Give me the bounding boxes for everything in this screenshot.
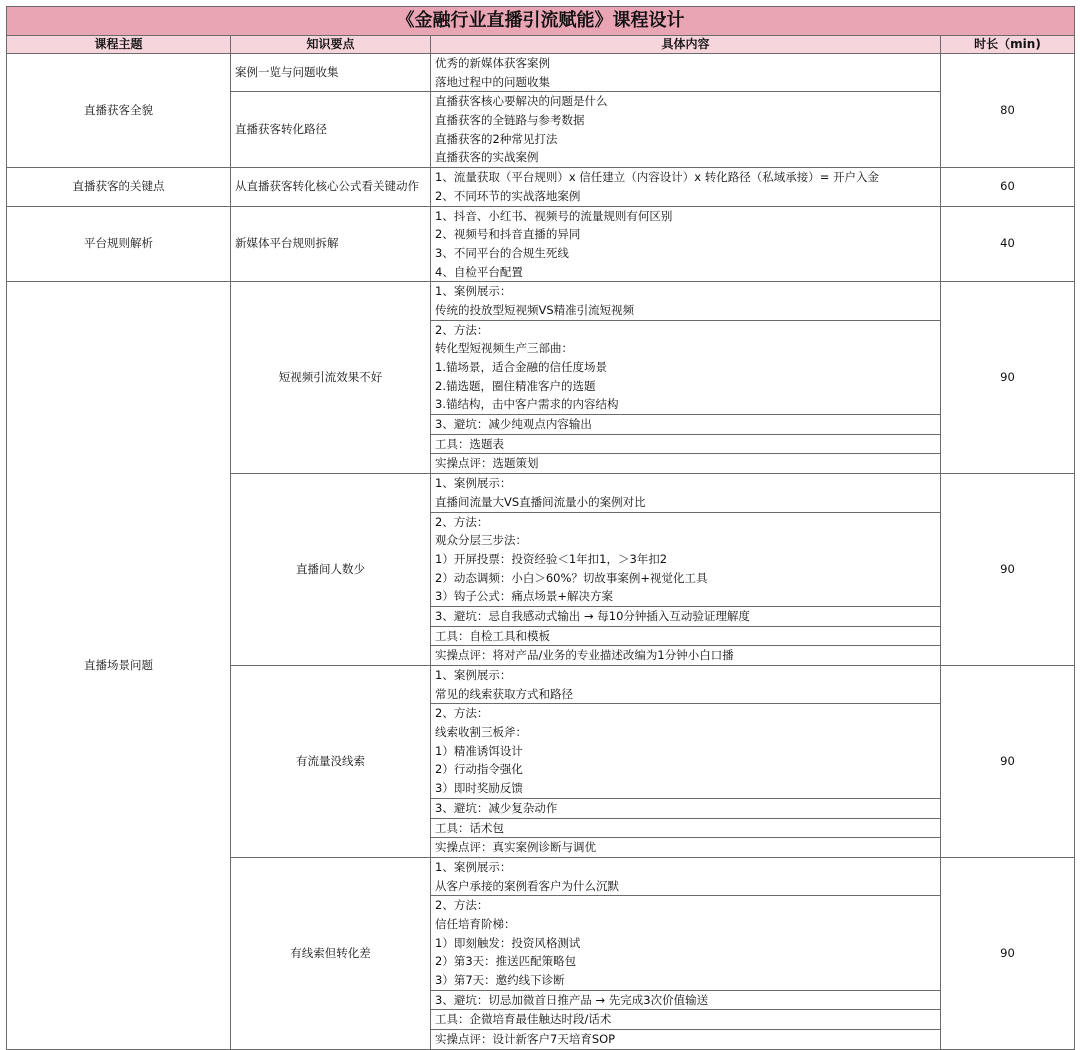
- content-block: [431, 895, 940, 989]
- table-row: [7, 168, 1075, 206]
- content-line: 从客户承接的案例看客户为什么沉默: [435, 878, 619, 893]
- content-line: 常见的线索获取方式和路径: [435, 686, 573, 701]
- knowledge-point: 案例一览与问题收集: [231, 54, 431, 92]
- content-line: 2、视频号和抖音直播的异同: [435, 227, 581, 242]
- content-line: 2）动态调频：小白＞60%？切故事案例+视觉化工具: [435, 570, 708, 585]
- content-line: 转化型短视频生产三部曲：: [435, 341, 573, 356]
- content-cell: [431, 92, 941, 168]
- content-line: 工具：话术包: [435, 820, 504, 835]
- content-block: [431, 54, 940, 91]
- content-cell: [431, 54, 941, 92]
- content-line: 1、案例展示：: [435, 859, 512, 874]
- content-line: 1.锚场景，适合金融的信任度场景: [435, 360, 607, 374]
- table-row: [7, 206, 1075, 282]
- content-block: [431, 858, 940, 895]
- content-line: 2、方法：: [435, 898, 489, 913]
- content-cell: [431, 282, 941, 474]
- duration-cell: 90: [941, 474, 1075, 666]
- duration-cell: 90: [941, 666, 1075, 858]
- content-line: 3、避坑：减少纯观点内容输出: [435, 417, 592, 432]
- content-line: 工具：选题表: [435, 436, 504, 451]
- knowledge-point: 有流量没线索: [231, 666, 431, 858]
- duration-cell: 40: [941, 206, 1075, 282]
- content-block: [431, 512, 940, 606]
- content-line: 优秀的新媒体获客案例: [435, 56, 550, 70]
- knowledge-point: 新媒体平台规则拆解: [231, 206, 431, 282]
- course-topic: 平台规则解析: [7, 206, 231, 282]
- content-line: 信任培育阶梯：: [435, 916, 516, 931]
- knowledge-point: 有线索但转化差: [231, 857, 431, 1049]
- content-line: 3、避坑：减少复杂动作: [435, 800, 558, 815]
- duration-cell: 90: [941, 857, 1075, 1049]
- knowledge-point: 短视频引流效果不好: [231, 282, 431, 474]
- content-line: 实操点评：设计新客户7天培育SOP: [435, 1032, 616, 1047]
- content-line: 1、案例展示：: [435, 668, 512, 682]
- content-line: 3、避坑：切忌加微首日推产品 → 先完成3次价值输送: [435, 992, 709, 1007]
- duration-cell: 80: [941, 54, 1075, 168]
- content-line: 直播获客的2种常见打法: [435, 131, 558, 146]
- content-cell: [431, 666, 941, 858]
- content-line: 3、不同平台的合规生死线: [435, 245, 569, 260]
- content-block: [431, 282, 940, 319]
- content-cell: [431, 857, 941, 1049]
- course-topic: 直播场景问题: [7, 282, 231, 1050]
- content-line: 实操点评：选题策划: [435, 456, 539, 471]
- duration-cell: 60: [941, 168, 1075, 206]
- content-cell: [431, 168, 941, 206]
- content-line: 3）钩子公式：痛点场景+解决方案: [435, 589, 613, 604]
- table-row: [7, 54, 1075, 92]
- content-line: 2.锚选题，圈住精准客户的选题: [435, 378, 596, 393]
- header-content: 具体内容: [431, 36, 941, 54]
- content-line: 直播获客的全链路与参考数据: [435, 113, 585, 128]
- content-block: [431, 207, 940, 282]
- content-line: 工具：自检工具和模板: [435, 628, 550, 643]
- content-line: 1）即刻触发：投资风格测试: [435, 935, 581, 950]
- table-title: 《金融行业直播引流赋能》课程设计: [7, 7, 1075, 36]
- content-line: 2、方法：: [435, 706, 489, 721]
- content-line: 2、方法：: [435, 514, 489, 529]
- content-block: [431, 990, 940, 1010]
- content-line: 1）精准诱饵设计: [435, 743, 523, 758]
- content-line: 实操点评：将对产品/业务的专业描述改编为1分钟小白口播: [435, 648, 734, 663]
- content-block: [431, 606, 940, 626]
- course-design-sheet: [6, 6, 1074, 1050]
- content-cell: [431, 474, 941, 666]
- content-line: 直播获客的实战案例: [435, 150, 539, 165]
- content-line: 2、方法：: [435, 322, 489, 337]
- content-line: 2、不同环节的实战落地案例: [435, 188, 581, 203]
- content-line: 1、案例展示：: [435, 476, 512, 491]
- content-block: [431, 798, 940, 818]
- content-block: [431, 666, 940, 703]
- content-block: [431, 92, 940, 167]
- content-line: 落地过程中的问题收集: [435, 74, 550, 89]
- content-line: 工具：企微培育最佳触达时段/话术: [435, 1012, 612, 1027]
- knowledge-point: 直播间人数少: [231, 474, 431, 666]
- header-topic: 课程主题: [7, 36, 231, 54]
- content-line: 传统的投放型短视频VS精准引流短视频: [435, 302, 635, 317]
- knowledge-point: 从直播获客转化核心公式看关键动作: [231, 168, 431, 206]
- content-block: [431, 453, 940, 473]
- duration-cell: 90: [941, 282, 1075, 474]
- header-duration: 时长（min): [941, 36, 1075, 54]
- content-block: [431, 1029, 940, 1049]
- content-cell: [431, 206, 941, 282]
- knowledge-point: 直播获客转化路径: [231, 92, 431, 168]
- content-block: [431, 474, 940, 511]
- content-line: 线索收割三板斧：: [435, 725, 527, 740]
- content-line: 3）即时奖励反馈: [435, 781, 523, 796]
- content-block: [431, 645, 940, 665]
- content-line: 3）第7天：邀约线下诊断: [435, 973, 565, 987]
- course-topic: 直播获客全貌: [7, 54, 231, 168]
- content-block: [431, 434, 940, 454]
- course-topic: 直播获客的关键点: [7, 168, 231, 206]
- content-block: [431, 703, 940, 797]
- content-line: 1）开屏投票：投资经验＜1年扣1，＞3年扣2: [435, 551, 668, 566]
- content-block: [431, 414, 940, 434]
- content-line: 直播间流量大VS直播间流量小的案例对比: [435, 494, 646, 509]
- content-block: [431, 837, 940, 857]
- content-line: 直播获客核心要解决的问题是什么: [435, 94, 608, 109]
- content-line: 1、流量获取（平台规则）x 信任建立（内容设计）x 转化路径（私域承接）= 开户入金: [435, 170, 880, 185]
- content-line: 观众分层三步法：: [435, 533, 527, 548]
- content-line: 1、抖音、小红书、视频号的流量规则有何区别: [435, 208, 673, 223]
- table-row: [7, 282, 1075, 474]
- content-line: 4、自检平台配置: [435, 264, 523, 279]
- content-block: [431, 168, 940, 205]
- content-line: 2）第3天：推送匹配策略包: [435, 954, 577, 969]
- content-block: [431, 818, 940, 838]
- content-line: 1、案例展示：: [435, 284, 512, 299]
- content-line: 实操点评：真实案例诊断与调优: [435, 840, 596, 855]
- content-line: 3.锚结构，击中客户需求的内容结构: [435, 397, 619, 412]
- course-table: [6, 6, 1075, 1050]
- header-key-points: 知识要点: [231, 36, 431, 54]
- content-block: [431, 320, 940, 414]
- content-block: [431, 626, 940, 646]
- content-line: 3、避坑：忌自我感动式输出 → 每10分钟插入互动验证理解度: [435, 608, 750, 623]
- content-line: 2）行动指令强化: [435, 762, 523, 777]
- content-block: [431, 1009, 940, 1029]
